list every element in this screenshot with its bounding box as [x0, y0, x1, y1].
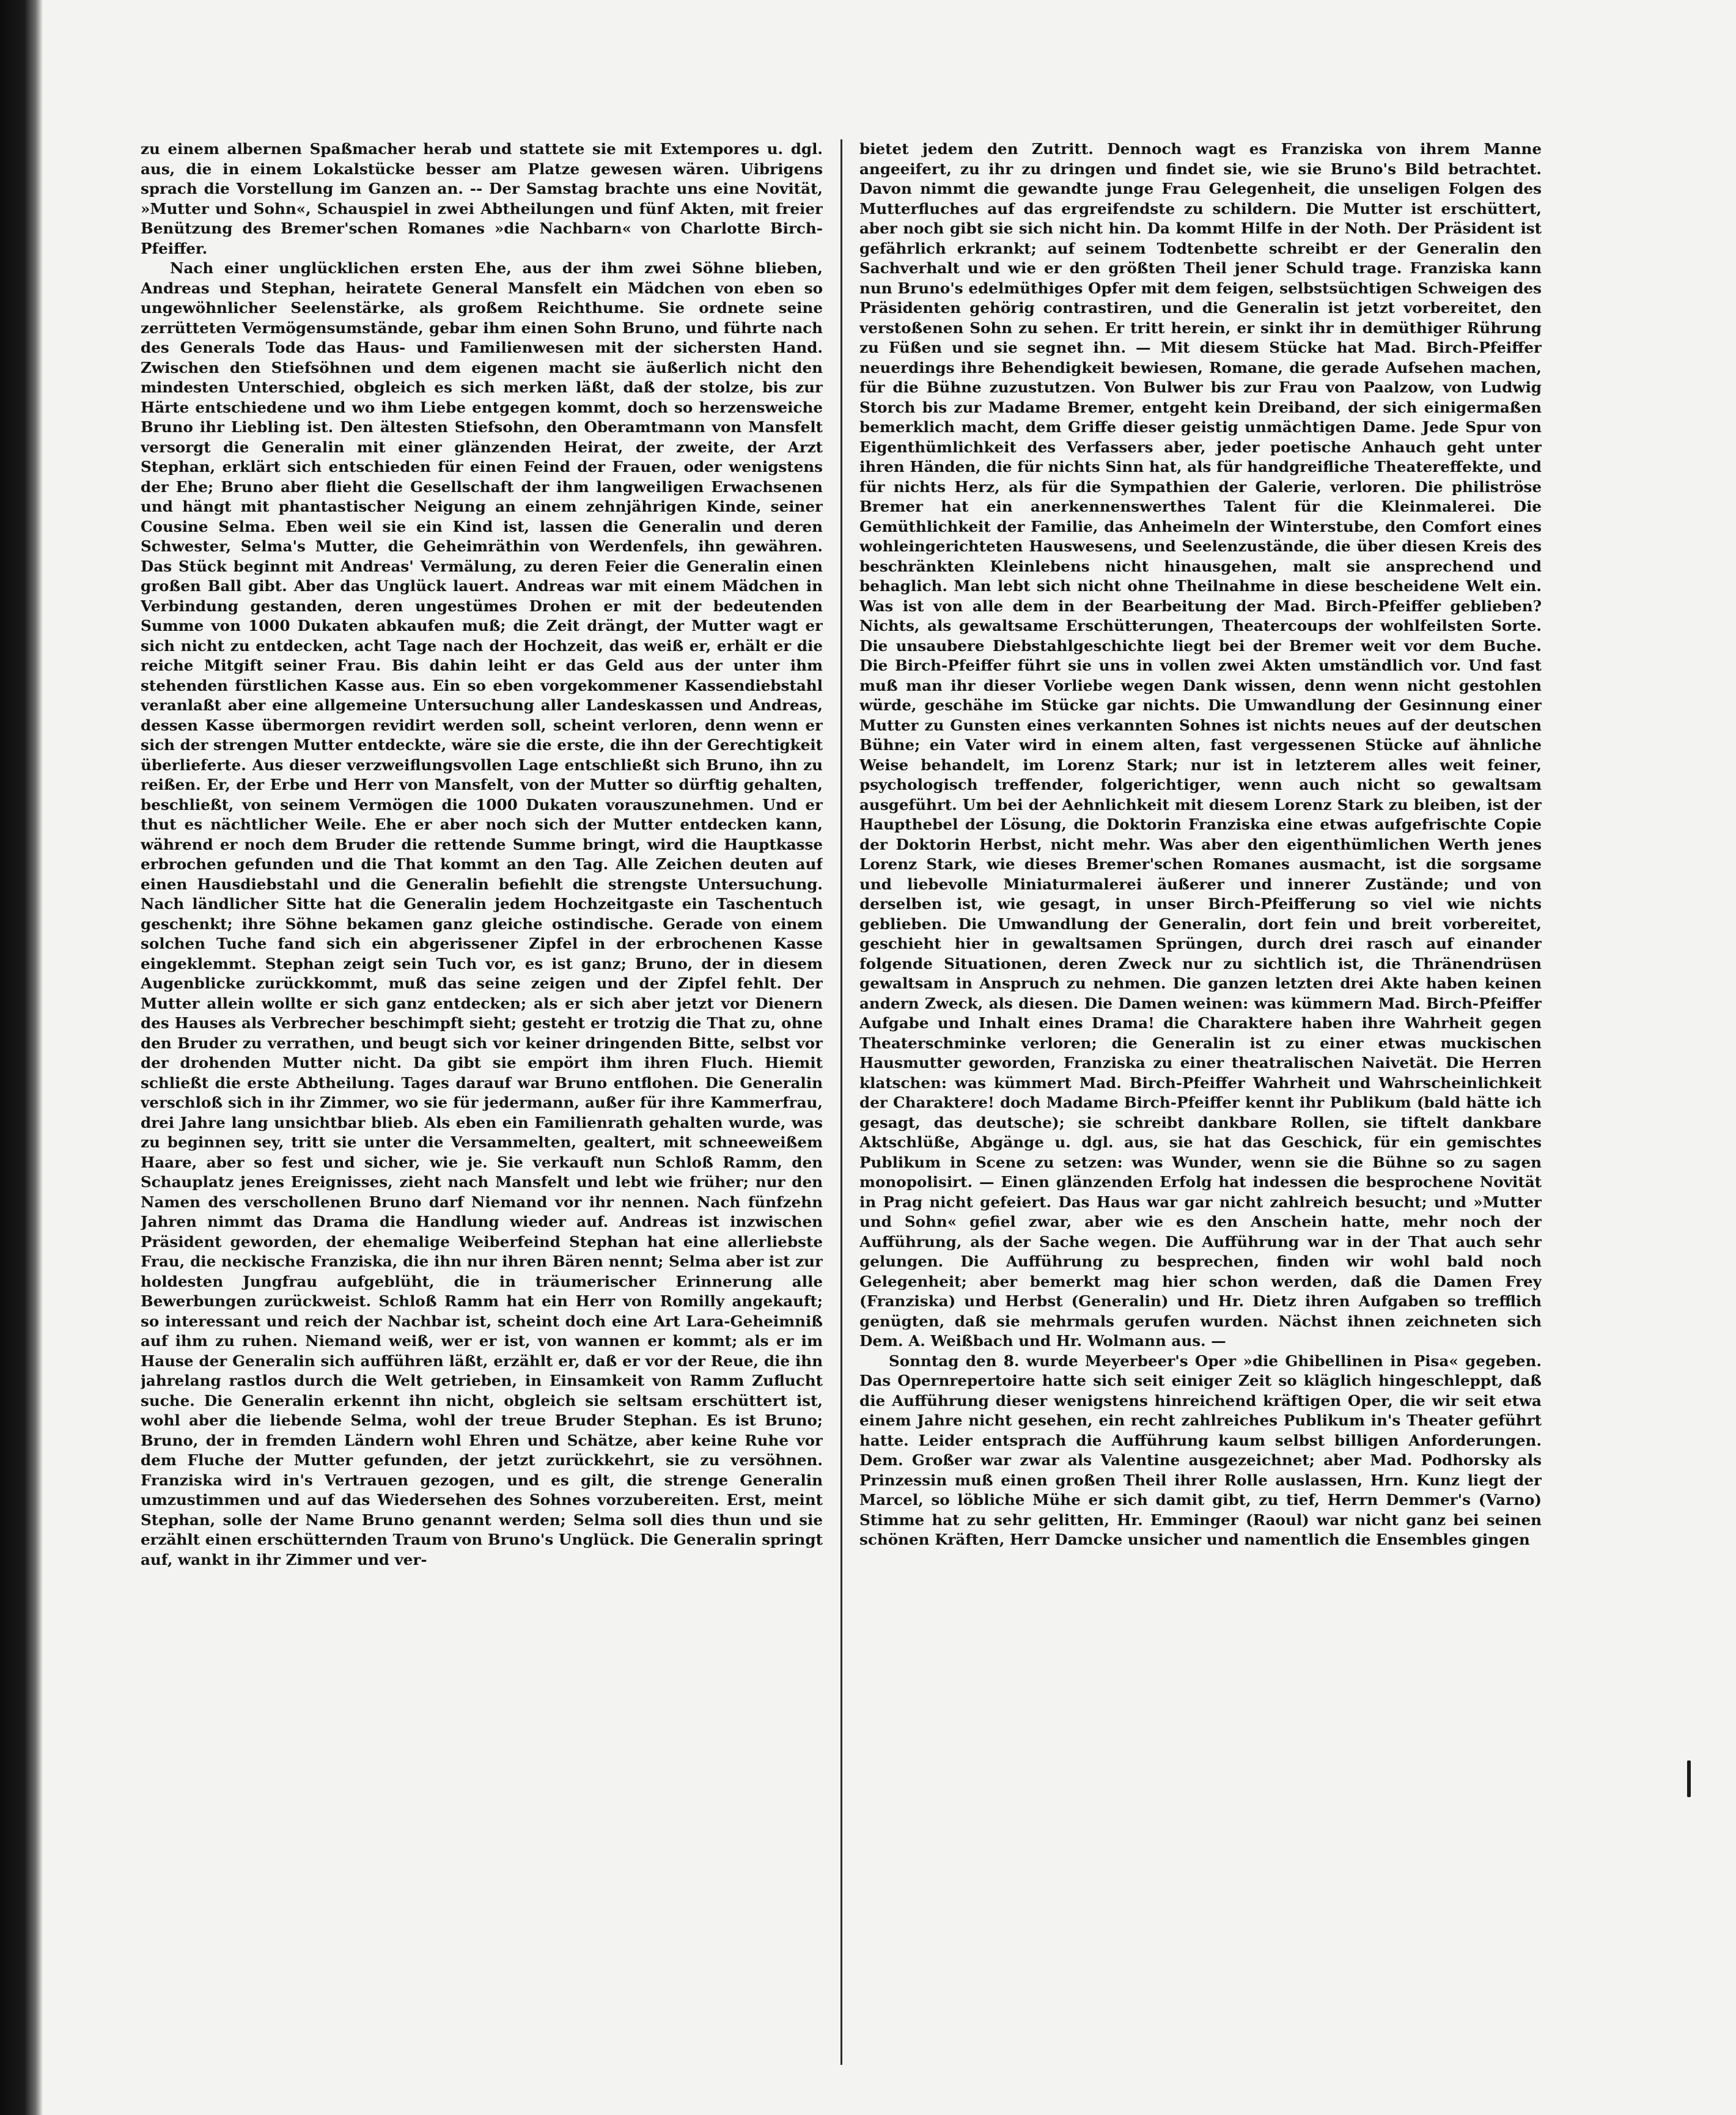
left-column — [141, 139, 823, 2065]
margin-mark — [1687, 1760, 1691, 1797]
paragraph: Nach einer unglücklichen ersten Ehe, aus der ihm zwei Söhne blieben, Andreas und Stephan, heiratete General Mansfelt ein Mädchen von eben so ungewöhnlicher Seelenstärke, als großem Reichthume. Sie ordnete seine zerrütteten Vermögensumstände, gebar ihm einen Sohn Bruno, und führte nach des Generals Tode das Haus- und Familienwesen mit der sichersten Hand. Zwischen den Stiefsöhnen und dem eigenen macht sie äußerlich nicht den mindesten Unterschied, obgleich es sich merken läßt, daß der stolze, bis zur Härte entschiedene und wo ihm Liebe entgegen kommt, doch so herzensweiche Bruno ihr Liebling ist. Den ältesten Stiefsohn, den Oberamtmann von Mansfelt versorgt die Generalin mit einer glänzenden Heirat, der zweite, der Arzt Stephan, erklärt sich entschieden für einen Feind der Frauen, oder wenigstens der Ehe; Bruno aber flieht die Gesellschaft der ihm langweiligen Erwachsenen und hängt mit phantastischer Neigung an einem zehnjährigen Kinde, seiner Cousine Selma. Eben weil sie ein Kind ist, lassen die Generalin und deren Schwester, Selma's Mutter, die Geheimräthin von Werdenfels, ihn gewähren. Das Stück beginnt mit Andreas' Vermälung, zu deren Feier die Generalin einen großen Ball gibt. Aber das Unglück lauert. Andreas war mit einem Mädchen in Verbindung gestanden, deren ungestümes Drohen er mit der bedeutenden Summe von 1000 Dukaten abkaufen muß; die Zeit drängt, der Mutter wagt er sich nicht zu entdecken, acht Tage nach der Hochzeit, das weiß er, erhält er die reiche Mitgift seiner Frau. Bis dahin leiht er das Geld aus der unter ihm stehenden fürstlichen Kasse aus. Ein so eben vorgekommener Kassendiebstahl veranlaßt aber eine allgemeine Untersuchung aller Landeskassen und Andreas, dessen Kasse übermorgen revidirt werden soll, scheint verloren, denn wenn er sich der strengen Mutter entdeckte, wäre sie die erste, die ihn der Gerechtigkeit überlieferte. Aus dieser verzweiflungsvollen Lage entschließt sich Bruno, ihn zu reißen. Er, der Erbe und Herr von Mansfelt, von der Mutter so dürftig gehalten, beschließt, von seinem Vermögen die 1000 Dukaten vorauszunehmen. Und er thut es nächtlicher Weile. Ehe er aber noch sich der Mutter entdecken kann, während er noch dem Bruder die rettende Summe bringt, wird die Hauptkasse erbrochen gefunden und die That kommt an den Tag. Alle Zeichen deuten auf einen Hausdiebstahl und die Generalin befiehlt die strengste Untersuchung. Nach ländlicher Sitte hat die Generalin jedem Hochzeitgaste ein Taschentuch geschenkt; ihre Söhne bekamen ganz gleiche ostindische. Gerade von einem solchen Tuche fand sich ein abgerissener Zipfel in der erbrochenen Kasse eingeklemmt. Stephan zeigt sein Tuch vor, es ist ganz; Bruno, der in diesem Augenblicke zurückkommt, muß das seine zeigen und der Zipfel fehlt. Der Mutter allein wollte er sich ganz entdecken; als er sich aber jetzt vor Dienern des Hauses als Verbrecher beschimpft sieht; gesteht er trotzig die That zu, ohne den Bruder zu verrathen, und beugt sich vor keiner dringenden Bitte, selbst vor der drohenden Mutter nicht. Da gibt sie empört ihm ihren Fluch. Hiemit schließt die erste Abtheilung. Tages darauf war Bruno entflohen. Die Generalin verschloß sich in ihr Zimmer, wo sie für jedermann, außer für ihre Kammerfrau, drei Jahre lang unsichtbar blieb. Als eben ein Familienrath gehalten wurde, was zu beginnen sey, tritt sie unter die Versammelten, gealtert, mit schneeweißem Haare, aber so fest und sicher, wie je. Sie verkauft nun Schloß Ramm, den Schauplatz jenes Ereignisses, zieht nach Mansfelt und lebt wie früher; nur den Namen des verschollenen Bruno darf Niemand vor ihr nennen. Nach fünfzehn Jahren nimmt das Drama die Handlung wieder auf. Andreas ist inzwischen Präsident geworden, der ehemalige Weiberfeind Stephan hat eine allerliebste Frau, die neckische Franziska, die ihn nur ihren Bären nennt; Selma aber ist zur holdesten Jungfrau aufgeblüht, die in träumerischer Erinnerung alle Bewerbungen zurückweist. Schloß Ramm hat ein Herr von Romilly angekauft; so interessant und reich der Nachbar ist, scheint doch eine Art Lara-Geheimniß auf ihm zu ruhen. Niemand weiß, wer er ist, von wannen er kommt; als er im Hause der Generalin sich aufführen läßt, erzählt er, daß er vor der Reue, die ihn jahrelang rastlos durch die Welt getrieben, in Einsamkeit von Ramm Zuflucht suche. Die Generalin erkennt ihn nicht, obgleich sie seltsam erschüttert ist, wohl aber die liebende Selma, wohl der treue Bruder Stephan. Es ist Bruno; Bruno, der in fremden Ländern wohl Ehren und Schätze, aber keine Ruhe vor dem Fluche der Mutter gefunden, der jetzt zurückkehrt, sie zu versöhnen. Franziska wird in's Vertrauen gezogen, und es gilt, die strenge Generalin umzustimmen und auf das Wiedersehen des Sohnes vorzubereiten. Erst, meint Stephan, solle der Name Bruno genannt werden; Selma soll dies thun und sie erzählt einen erschütternden Traum von Bruno's Unglück. Die Generalin springt auf, wankt in ihr Zimmer und ver- — [141, 259, 823, 1569]
book-binding-shadow — [0, 0, 43, 2115]
newspaper-page — [141, 139, 1571, 2065]
right-column — [859, 139, 1542, 2065]
paragraph: Sonntag den 8. wurde Meyerbeer's Oper »die Ghibellinen in Pisa« gegeben. Das Opernrepertoire hatte sich seit einiger Zeit so kläglich hingeschleppt, daß die Aufführung dieser wenigstens hinreichend kräftigen Oper, die wir seit etwa einem Jahre nicht gesehen, ein recht zahlreiches Publikum in's Theater geführt hatte. Leider entsprach die Aufführung kaum selbst billigen Anforderungen. Dem. Großer war zwar als Valentine ausgezeichnet; aber Mad. Podhorsky als Prinzessin muß einen großen Theil ihrer Rolle auslassen, Hrn. Kunz liegt der Marcel, so löbliche Mühe er sich damit gibt, zu tief, Herrn Demmer's (Varno) Stimme hat zu sehr gelitten, Hr. Emminger (Raoul) war nicht ganz bei seinen schönen Kräften, Herr Damcke unsicher und namentlich die Ensembles gingen — [859, 1352, 1542, 1548]
column-divider — [840, 139, 842, 2065]
paragraph: zu einem albernen Spaßmacher herab und stattete sie mit Extempores u. dgl. aus, die in einem Lokalstücke besser am Platze gewesen wären. Uibrigens sprach die Vorstellung im Ganzen an. -- Der Samstag brachte uns eine Novität, »Mutter und Sohn«, Schauspiel in zwei Abtheilungen und fünf Akten, mit freier Benützung des Bremer'schen Romanes »die Nachbarn« von Charlotte Birch-Pfeiffer. — [141, 140, 823, 257]
paragraph: bietet jedem den Zutritt. Dennoch wagt es Franziska von ihrem Manne angeeifert, zu ihr zu dringen und findet sie, wie sie Bruno's Bild betrachtet. Davon nimmt die gewandte junge Frau Gelegenheit, die unseligen Folgen des Mutterfluches auf das ergreifendste zu schildern. Die Mutter ist erschüttert, aber noch gibt sie sich nicht hin. Da kommt Hilfe in der Noth. Der Präsident ist gefährlich erkrankt; auf seinem Todtenbette schreibt er der Generalin den Sachverhalt und wie er den größten Theil jener Schuld trage. Franziska kann nun Bruno's edelmüthiges Opfer mit dem feigen, selbstsüchtigen Schweigen des Präsidenten gehörig contrastiren, und die Generalin ist jetzt vorbereitet, den verstoßenen Sohn zu sehen. Er tritt herein, er sinkt ihr in demüthiger Rührung zu Füßen und sie segnet ihn. — Mit diesem Stücke hat Mad. Birch-Pfeiffer neuerdings ihre Behendigkeit bewiesen, Romane, die gerade Aufsehen machen, für die Bühne zuzustutzen. Von Bulwer bis zur Frau von Paalzow, von Ludwig Storch bis zur Madame Bremer, entgeht kein Dreiband, der sich einigermaßen bemerklich macht, dem Griffe dieser geistig unmächtigen Dame. Jede Spur von Eigenthümlichkeit des Verfassers aber, jeder poetische Anhauch geht unter ihren Händen, die für nichts Sinn hat, als für handgreifliche Theatereffekte, und für nichts Herz, als für die Sympathien der Galerie, verloren. Die philiströse Bremer hat ein anerkennenswerthes Talent für die Kleinmalerei. Die Gemüthlichkeit der Familie, das Anheimeln der Winterstube, den Comfort eines wohleingerichteten Hauswesens, und Seelenzustände, die über diesen Kreis des beschränkten Kleinlebens nicht hinausgehen, malt sie ansprechend und behaglich. Man lebt sich nicht ohne Theilnahme in diese bescheidene Welt ein. Was ist von alle dem in der Bearbeitung der Mad. Birch-Pfeiffer geblieben? Nichts, als gewaltsame Erschütterungen, Theatercoups der wohlfeilsten Sorte. Die unsaubere Diebstahlgeschichte liegt bei der Bremer weit vor dem Buche. Die Birch-Pfeiffer führt sie uns in vollen zwei Akten umständlich vor. Und fast muß man ihr dieser Vorliebe wegen Dank wissen, denn wenn nicht gestohlen würde, geschähe im Stücke gar nichts. Die Umwandlung der Gesinnung einer Mutter zu Gunsten eines verkannten Sohnes ist nichts neues auf der deutschen Bühne; ein Vater wird in einem alten, fast vergessenen Stücke auf ähnliche Weise behandelt, im Lorenz Stark; nur ist in letzterem alles weit feiner, psychologisch treffender, folgerichtiger, wenn auch nicht so gewaltsam ausgeführt. Um bei der Aehnlichkeit mit diesem Lorenz Stark zu bleiben, ist der Haupthebel der Lösung, die Doktorin Franziska eine etwas aufgefrischte Copie der Doktorin Herbst, nicht mehr. Was aber den eigenthümlichen Werth jenes Lorenz Stark, wie dieses Bremer'schen Romanes ausmacht, ist die sorgsame und liebevolle Miniaturmalerei äußerer und innerer Zustände; und von derselben ist, wie gesagt, in unser Birch-Pfeifferung so viel wie nichts geblieben. Die Umwandlung der Generalin, dort fein und breit vorbereitet, geschieht hier in gewaltsamen Sprüngen, durch drei rasch auf einander folgende Situationen, deren Zweck nur zu sichtlich ist, die Thränendrüsen gewaltsam in Anspruch zu nehmen. Die ganzen letzten drei Akte haben keinen andern Zweck, als diesen. Die Damen weinen: was kümmern Mad. Birch-Pfeiffer Aufgabe und Inhalt eines Drama! die Charaktere haben ihre Wahrheit gegen Theaterschminke verloren; die Generalin ist zu einer etwas muckischen Hausmutter geworden, Franziska zu einer theatralischen Naivetät. Die Herren klatschen: was kümmert Mad. Birch-Pfeiffer Wahrheit und Wahrscheinlichkeit der Charaktere! doch Madame Birch-Pfeiffer kennt ihr Publikum (bald hätte ich gesagt, das deutsche); sie schreibt dankbare Rollen, sie tiftelt dankbare Aktschlüße, Abgänge u. dgl. aus, sie hat das Geschick, für ein gemischtes Publikum in Scene zu setzen: was Wunder, wenn sie die Bühne so zu sagen monopolisirt. — Einen glänzenden Erfolg hat indessen die besprochene Novität in Prag nicht gefeiert. Das Haus war gar nicht zahlreich besucht; und »Mutter und Sohn« gefiel zwar, aber wie es den Anschein hatte, mehr noch der Aufführung, als der Sache wegen. Die Aufführung war in der That auch sehr gelungen. Die Aufführung zu besprechen, finden wir wohl bald noch Gelegenheit; aber bemerkt mag hier schon werden, daß die Damen Frey (Franziska) und Herbst (Generalin) und Hr. Dietz ihren Aufgaben so trefflich genügten, daß sie mehrmals gerufen wurden. Nächst ihnen zeichneten sich Dem. A. Weißbach und Hr. Wolmann aus. — — [859, 140, 1542, 1350]
